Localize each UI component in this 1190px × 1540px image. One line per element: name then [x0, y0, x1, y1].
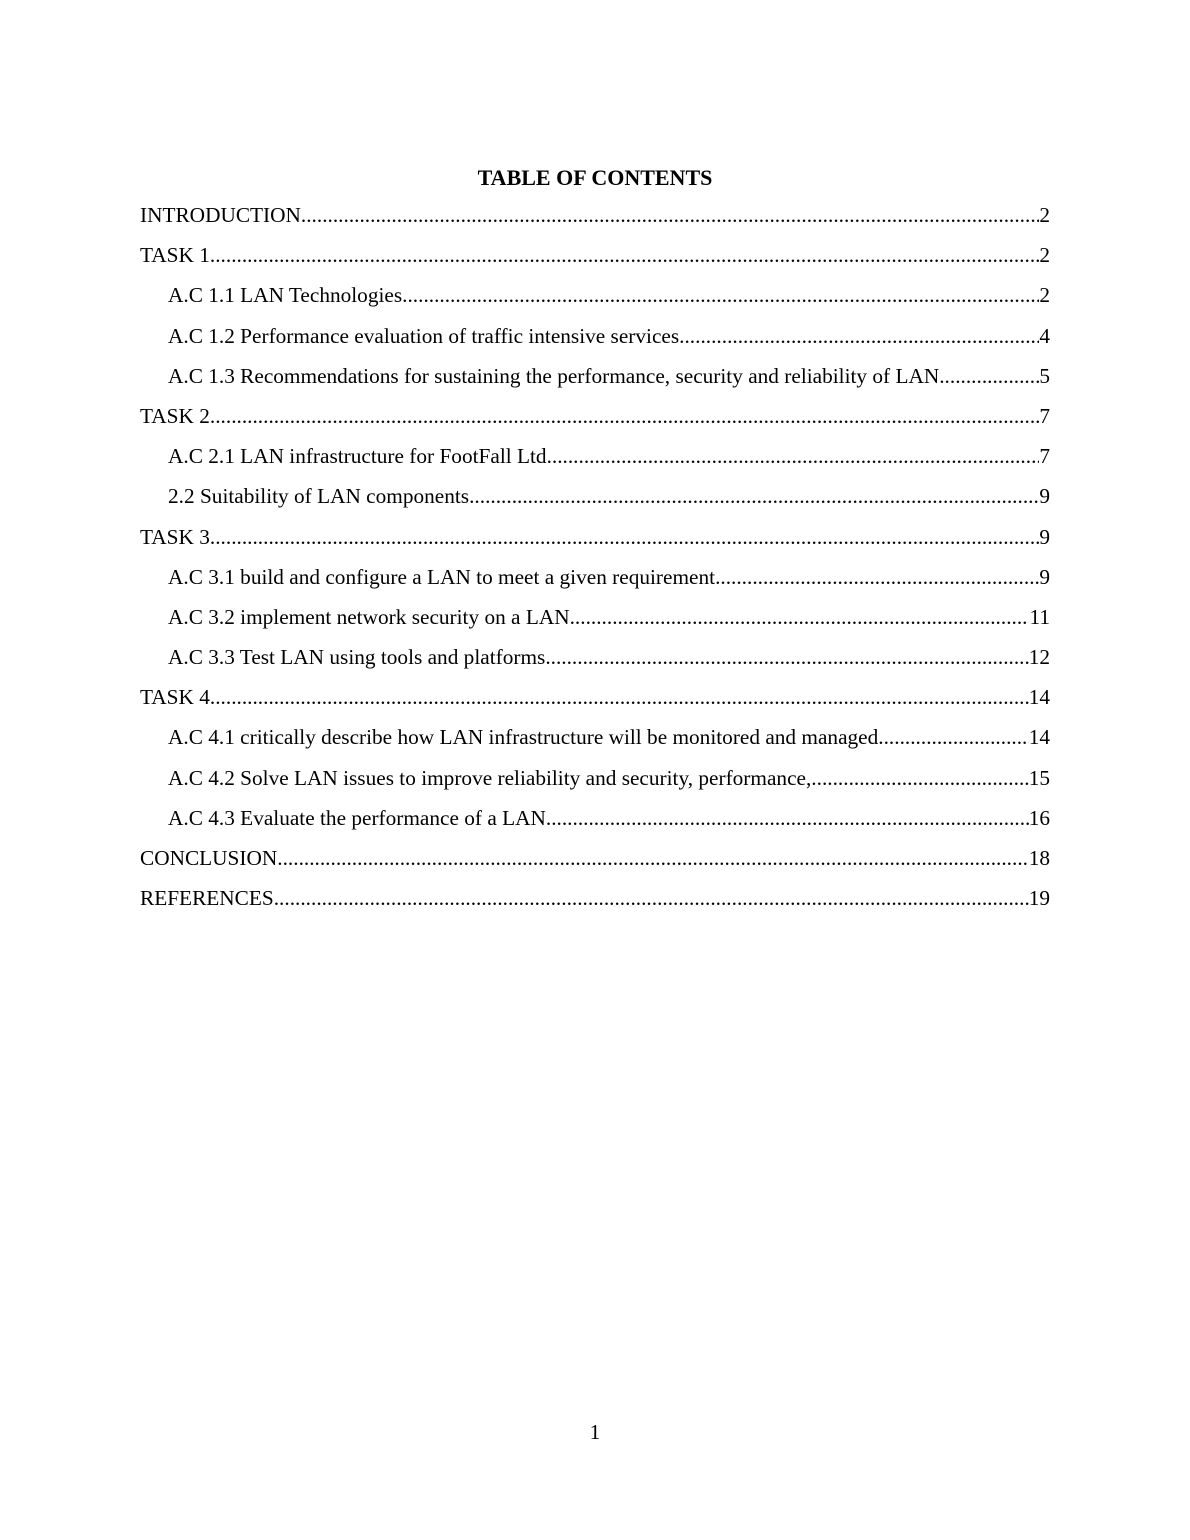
toc-entry[interactable]	[168, 642, 1050, 682]
toc-entry-title: CONCLUSION	[140, 846, 278, 870]
toc-entry[interactable]	[140, 843, 1050, 883]
dot-leader	[274, 883, 1029, 913]
toc-entry[interactable]	[168, 602, 1050, 642]
toc-entry[interactable]	[140, 682, 1050, 722]
toc-entry-title: A.C 3.3 Test LAN using tools and platforms	[168, 645, 546, 670]
toc-entry[interactable]	[140, 200, 1050, 240]
toc-entry-title: TASK 1	[140, 243, 210, 268]
toc-entry-title: A.C 3.2 implement network security on a LAN	[168, 604, 570, 629]
dot-leader	[210, 401, 1039, 431]
toc-entry-page-number: 12	[1028, 645, 1050, 670]
dot-leader	[570, 602, 1030, 632]
toc-entry-page-number: 5	[1039, 363, 1050, 388]
dot-leader	[545, 642, 1028, 672]
dot-leader	[277, 843, 1028, 873]
toc-entry-title: REFERENCES	[140, 886, 274, 911]
toc-entry[interactable]	[168, 361, 1050, 401]
toc-entry-title: TASK 2	[140, 403, 210, 428]
toc-entry[interactable]	[168, 481, 1050, 521]
toc-entry-page-number: 2	[1039, 243, 1050, 268]
toc-entry[interactable]	[168, 722, 1050, 762]
dot-leader	[210, 522, 1039, 552]
toc-entry[interactable]	[140, 401, 1050, 441]
dot-leader	[546, 803, 1029, 833]
toc-entry-page-number: 9	[1039, 484, 1050, 509]
toc-entry[interactable]	[140, 240, 1050, 280]
dot-leader	[715, 562, 1039, 592]
toc-entry-page-number: 18	[1028, 846, 1050, 870]
toc-entry-title: A.C 1.2 Performance evaluation of traffic intensive services	[168, 323, 680, 348]
dot-leader	[878, 722, 1028, 752]
toc-entry-page-number: 16	[1028, 805, 1050, 830]
dot-leader	[939, 361, 1039, 391]
toc-entry-title: A.C 4.1 critically describe how LAN infrastructure will be monitored and managed	[168, 725, 879, 750]
toc-entry[interactable]	[168, 562, 1050, 602]
dot-leader	[210, 240, 1039, 270]
dot-leader	[210, 682, 1029, 712]
toc-entry[interactable]	[168, 803, 1050, 843]
toc-entry-title: TASK 3	[140, 524, 210, 549]
toc-entry-page-number: 15	[1028, 765, 1050, 790]
dot-leader	[811, 763, 1028, 793]
toc-entry-page-number: 2	[1039, 283, 1050, 308]
toc-entry-page-number: 11	[1029, 604, 1050, 629]
toc-entry-title: A.C 4.2 Solve LAN issues to improve reliability and security, performance,	[168, 765, 812, 790]
toc-entry-page-number: 4	[1039, 323, 1050, 348]
toc-entry-page-number: 14	[1028, 725, 1050, 750]
dot-leader	[547, 441, 1040, 471]
toc-entry-title: TASK 4	[140, 685, 210, 710]
toc-entry[interactable]	[140, 522, 1050, 562]
toc-entry-title: A.C 3.1 build and configure a LAN to meet a given requirement	[168, 564, 716, 589]
dot-leader	[402, 280, 1039, 310]
toc-entry-title: A.C 2.1 LAN infrastructure for FootFall Ltd	[168, 444, 547, 469]
toc-entry-page-number: 19	[1028, 886, 1050, 911]
toc-entry-title: A.C 1.1 LAN Technologies	[168, 283, 403, 308]
dot-leader	[679, 321, 1039, 351]
toc-entry-page-number: 2	[1039, 203, 1050, 227]
toc-entry-page-number: 9	[1039, 524, 1050, 549]
toc-entry[interactable]	[168, 280, 1050, 320]
toc-entry-title: A.C 1.3 Recommendations for sustaining the performance, security and reliability of LAN	[168, 363, 940, 388]
toc-heading: TABLE OF CONTENTS	[477, 165, 713, 190]
page-number: 1	[589, 1420, 601, 1444]
toc-entry-title: INTRODUCTION	[140, 203, 301, 227]
table-of-contents	[140, 200, 1050, 923]
toc-entry-page-number: 7	[1039, 403, 1050, 428]
dot-leader	[469, 481, 1039, 511]
toc-entry-title: 2.2 Suitability of LAN components	[168, 484, 470, 509]
toc-entry-page-number: 9	[1039, 564, 1050, 589]
toc-entry[interactable]	[168, 321, 1050, 361]
toc-entry[interactable]	[168, 441, 1050, 481]
toc-entry-page-number: 14	[1028, 685, 1050, 710]
dot-leader	[301, 200, 1039, 230]
toc-entry-page-number: 7	[1039, 444, 1050, 469]
toc-entry[interactable]	[168, 763, 1050, 803]
toc-entry[interactable]	[140, 883, 1050, 923]
toc-entry-title: A.C 4.3 Evaluate the performance of a LAN	[168, 805, 546, 830]
